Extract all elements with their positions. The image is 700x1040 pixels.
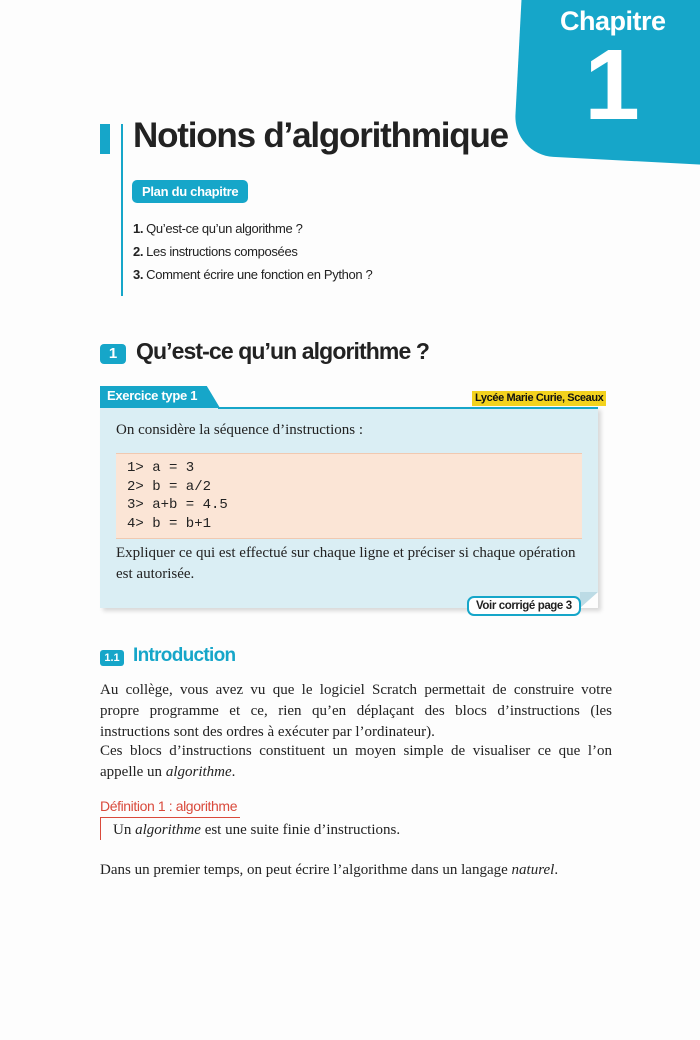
plan-item-text: Qu’est-ce qu’un algorithme ? xyxy=(146,221,303,236)
plan-item-number: 2. xyxy=(133,244,144,259)
paragraph-text: . xyxy=(554,862,559,878)
page-fold-corner xyxy=(580,592,598,608)
plan-item[interactable] xyxy=(133,217,372,240)
see-correction-button[interactable]: Voir corrigé page 3 xyxy=(467,596,581,616)
paragraph-blocks xyxy=(100,741,612,783)
code-line: 1> a = 3 xyxy=(127,460,195,476)
code-line: 2> b = a/2 xyxy=(127,478,212,495)
definition-text-part: Un xyxy=(113,822,136,838)
definition-text-part: est une suite finie d’instructions. xyxy=(200,822,401,838)
title-vertical-rule xyxy=(121,124,123,296)
chapter-label: Chapitre xyxy=(560,6,666,36)
plan-list xyxy=(133,217,372,286)
exercise-intro: On considère la séquence d’instructions : xyxy=(116,422,364,438)
plan-item-number: 1. xyxy=(133,221,144,236)
emphasis-term: algorithme xyxy=(165,764,232,780)
chapter-number: 1 xyxy=(584,29,640,141)
emphasis-term: algorithme xyxy=(135,822,201,838)
paragraph-text: Ces blocs d’instructions constituent un moyen simple de visualiser ce que l’on appelle un xyxy=(100,743,612,780)
plan-label: Plan du chapitre xyxy=(132,180,248,203)
exercise-top-rule xyxy=(218,407,598,409)
subsection-number-badge: 1.1 xyxy=(100,650,124,666)
school-badge: Lycée Marie Curie, Sceaux xyxy=(472,391,606,406)
plan-item-number: 3. xyxy=(133,267,144,282)
plan-item-text: Les instructions composées xyxy=(146,244,298,259)
code-line: 4> b = b+1 xyxy=(127,515,212,532)
paragraph-text: Dans un premier temps, on peut écrire l’algorithme dans un langage xyxy=(100,862,512,878)
exercise-tab-label: Exercice type 1 xyxy=(107,388,198,403)
subsection-title: Introduction xyxy=(133,645,236,666)
definition-title: Définition 1 : algorithme xyxy=(100,798,238,814)
emphasis-term: naturel xyxy=(511,862,555,878)
title-accent-bar xyxy=(100,124,110,154)
definition-text xyxy=(113,822,400,839)
paragraph-intro: Au collège, vous avez vu que le logiciel Scratch permettait de construire votre propre programme et ce, rien qu’en déplaçant des blocs d’instructions (les instructions sont des ordres à exécuter par l’ordinateur). xyxy=(100,682,612,740)
section-title: Qu’est-ce qu’un algorithme ? xyxy=(136,338,429,364)
definition-side-bar xyxy=(100,818,101,840)
definition-underline xyxy=(100,817,240,818)
plan-item[interactable] xyxy=(133,263,372,286)
plan-item-text: Comment écrire une fonction en Python ? xyxy=(146,267,373,282)
code-line: 3> a+b = 4.5 xyxy=(127,497,228,513)
exercise-question: Expliquer ce qui est effectué sur chaque ligne et préciser si chaque opération est autorisée. xyxy=(116,545,576,582)
page-title: Notions d’algorithmique xyxy=(133,116,508,155)
code-lines xyxy=(127,459,228,533)
paragraph-natural-language xyxy=(100,860,612,881)
section-number-badge: 1 xyxy=(100,344,126,364)
paragraph-text: . xyxy=(231,764,236,780)
plan-item[interactable] xyxy=(133,240,372,263)
